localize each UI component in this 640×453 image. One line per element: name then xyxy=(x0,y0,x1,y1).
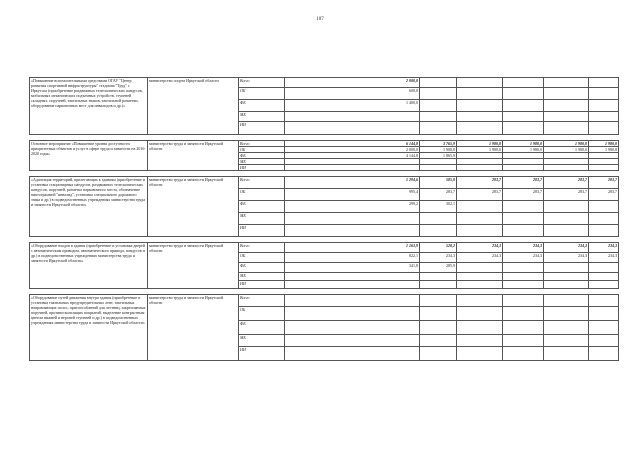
amount-cell xyxy=(544,347,589,361)
measure-description: «Адаптация территорий, прилегающих к зданиям (приобретение и установка стационарных пандусов, раздвижных телескопических пандусов, поручней, разметка парковочного места, обозначение пиктограммой "инвалид", установка специального дорожного знака и др.) в подведомственных учреждениях министерства труда и занятости Иркутской области» xyxy=(30,177,148,237)
amount-cell: 995,4 xyxy=(285,189,420,201)
funding-source: МБ xyxy=(239,335,285,347)
amount-cell: 302,1 xyxy=(420,201,457,213)
amount-cell: 234,3 xyxy=(544,253,589,263)
amount-cell xyxy=(285,122,420,135)
amount-cell xyxy=(285,347,420,361)
amount-cell xyxy=(420,88,457,100)
amount-cell xyxy=(457,88,503,100)
amount-cell xyxy=(589,273,619,281)
funding-source: ФБ xyxy=(239,263,285,273)
table-row xyxy=(30,78,619,88)
funding-source: ОБ xyxy=(239,189,285,201)
amount-cell: 283,7 xyxy=(589,177,619,189)
amount-cell xyxy=(544,88,589,100)
funding-source: МБ xyxy=(239,112,285,122)
amount-cell xyxy=(457,335,503,347)
funding-source: ОБ xyxy=(239,253,285,263)
amount-cell xyxy=(457,273,503,281)
amount-cell xyxy=(589,281,619,289)
funding-source: ОБ xyxy=(239,307,285,321)
responsible-executor: министерство труда и занятости Иркутской области xyxy=(148,141,239,171)
funding-source: ОБ xyxy=(239,147,285,153)
amount-cell xyxy=(420,295,457,307)
funding-source: ИИ xyxy=(239,225,285,237)
measure-description: «Оборудование путей движения внутри здания (приобретение и установка тактильных предупредительных лент, тактильных направляющих полос, приспособлений для лестниц, закрепляемых поручней, противоскользящих покрытий, выделение контрастным цветом нижней и верхней ступеней и др.) в подведомственных учреждениях министерства труда и занятости Иркутской области» xyxy=(30,295,148,361)
measure-description: «Оборудование входов в здания (приобретение и установка дверей с автоматическим приводом, автоматического привода, пандусов и др.) в подведомственных учреждениях министерства труда и занятости Иркутской области» xyxy=(30,243,148,289)
amount-cell xyxy=(420,122,457,135)
amount-cell xyxy=(285,295,420,307)
table-row xyxy=(30,295,619,307)
amount-cell xyxy=(544,78,589,88)
funding-source: ФБ xyxy=(239,201,285,213)
amount-cell xyxy=(285,112,420,122)
amount-cell: 283,7 xyxy=(420,189,457,201)
amount-cell xyxy=(503,347,544,361)
amount-cell: 600,0 xyxy=(285,88,420,100)
amount-cell: 1 400,0 xyxy=(285,100,420,112)
amount-cell xyxy=(503,263,544,273)
amount-cell: 1 980,0 xyxy=(544,147,589,153)
amount-cell xyxy=(589,213,619,225)
amount-cell xyxy=(457,295,503,307)
amount-cell xyxy=(420,335,457,347)
amount-cell xyxy=(420,78,457,88)
amount-cell: 234,3 xyxy=(503,253,544,263)
funding-source: ИИ xyxy=(239,165,285,171)
amount-cell: 234,3 xyxy=(589,253,619,263)
amount-cell xyxy=(589,307,619,321)
amount-cell: 1 980,0 xyxy=(589,141,619,147)
amount-cell xyxy=(589,88,619,100)
amount-cell xyxy=(503,225,544,237)
amount-cell xyxy=(589,321,619,335)
amount-cell: 520,2 xyxy=(420,243,457,253)
amount-cell xyxy=(589,347,619,361)
amount-cell: 1 980,0 xyxy=(457,147,503,153)
table-row xyxy=(30,243,619,253)
amount-cell: 234,3 xyxy=(457,253,503,263)
amount-cell xyxy=(285,307,420,321)
amount-cell xyxy=(420,273,457,281)
amount-cell xyxy=(544,295,589,307)
amount-cell xyxy=(503,321,544,335)
amount-cell xyxy=(589,335,619,347)
amount-cell xyxy=(285,213,420,225)
amount-cell xyxy=(457,112,503,122)
amount-cell xyxy=(285,273,420,281)
amount-cell xyxy=(420,281,457,289)
funding-source: ИИ xyxy=(239,122,285,135)
funding-source: Всего xyxy=(239,177,285,189)
amount-cell: 299,2 xyxy=(285,201,420,213)
measure-description: Основное мероприятие «Повышение уровня доступности приоритетных объектов и услуг в сфере труда и занятости на 2016-2020 годы» xyxy=(30,141,148,171)
amount-cell xyxy=(457,225,503,237)
amount-cell: 283,7 xyxy=(544,177,589,189)
funding-source: МБ xyxy=(239,213,285,225)
funding-source: МБ xyxy=(239,273,285,281)
amount-cell xyxy=(503,112,544,122)
amount-cell xyxy=(589,78,619,88)
amount-cell xyxy=(503,213,544,225)
amount-cell xyxy=(457,321,503,335)
amount-cell xyxy=(285,281,420,289)
amount-cell xyxy=(503,281,544,289)
funding-source: Всего xyxy=(239,141,285,147)
amount-cell xyxy=(285,321,420,335)
amount-cell xyxy=(544,201,589,213)
budget-table xyxy=(29,77,619,361)
amount-cell: 1 163,9 xyxy=(285,243,420,253)
table-row xyxy=(30,177,619,189)
amount-cell xyxy=(589,295,619,307)
amount-cell xyxy=(503,335,544,347)
amount-cell xyxy=(457,263,503,273)
amount-cell xyxy=(503,273,544,281)
amount-cell xyxy=(503,122,544,135)
measure-description: «Повышение вспомогательными средствами ОГАУ "Центр развития спортивной инфраструктуры" стадиона "Труд" г. Иркутска (приобретение раздвижных телескопических пандусов, мобильных механических подъемных устройств, ступеней складных, поручней, тактильных знаков, тактильной разметки, оборудование парковочных мест для инвалидов и др.)» xyxy=(30,78,148,135)
amount-cell: 283,7 xyxy=(457,177,503,189)
table-body xyxy=(30,78,619,361)
amount-cell: 1 980,0 xyxy=(503,147,544,153)
amount-cell xyxy=(457,100,503,112)
amount-cell xyxy=(457,78,503,88)
amount-cell xyxy=(420,225,457,237)
amount-cell xyxy=(420,112,457,122)
funding-source: ИИ xyxy=(239,281,285,289)
amount-cell: 283,7 xyxy=(589,189,619,201)
amount-cell xyxy=(503,88,544,100)
funding-source: ОБ xyxy=(239,88,285,100)
amount-cell: 1 980,0 xyxy=(503,141,544,147)
amount-cell: 822,1 xyxy=(285,253,420,263)
funding-source: Всего xyxy=(239,243,285,253)
amount-cell: 1 294,6 xyxy=(285,177,420,189)
funding-source: ФБ xyxy=(239,153,285,159)
amount-cell xyxy=(589,263,619,273)
amount-cell xyxy=(544,122,589,135)
amount-cell xyxy=(589,112,619,122)
amount-cell xyxy=(285,335,420,347)
responsible-executor: министерство труда и занятости Иркутской области xyxy=(148,243,239,289)
amount-cell xyxy=(457,307,503,321)
amount-cell xyxy=(457,347,503,361)
amount-cell: 285,9 xyxy=(420,263,457,273)
amount-cell xyxy=(544,213,589,225)
amount-cell xyxy=(420,347,457,361)
amount-cell: 283,7 xyxy=(503,177,544,189)
amount-cell: 3 765,9 xyxy=(420,141,457,147)
amount-cell: 283,7 xyxy=(544,189,589,201)
amount-cell xyxy=(420,213,457,225)
funding-source: МБ xyxy=(239,159,285,165)
amount-cell xyxy=(285,225,420,237)
amount-cell: 6 144,8 xyxy=(285,141,420,147)
responsible-executor: министерство труда и занятости Иркутской области xyxy=(148,177,239,237)
amount-cell xyxy=(503,201,544,213)
amount-cell xyxy=(544,273,589,281)
amount-cell xyxy=(589,201,619,213)
page-number: 107 xyxy=(316,17,324,22)
funding-source: Всего xyxy=(239,78,285,88)
amount-cell: 1 900,0 xyxy=(420,147,457,153)
amount-cell: 234,3 xyxy=(544,243,589,253)
amount-cell xyxy=(589,100,619,112)
responsible-executor: министерство труда и занятости Иркутской области xyxy=(148,295,239,361)
amount-cell: 585,8 xyxy=(420,177,457,189)
amount-cell xyxy=(503,100,544,112)
amount-cell: 2 000,0 xyxy=(285,147,420,153)
amount-cell: 283,7 xyxy=(503,189,544,201)
amount-cell xyxy=(503,307,544,321)
funding-source: Всего xyxy=(239,295,285,307)
amount-cell: 234,3 xyxy=(457,243,503,253)
amount-cell: 2 000,0 xyxy=(285,78,420,88)
amount-cell: 234,3 xyxy=(503,243,544,253)
responsible-executor: министерство спорта Иркутской области xyxy=(148,78,239,135)
amount-cell xyxy=(544,263,589,273)
amount-cell: 283,7 xyxy=(457,189,503,201)
amount-cell: 234,3 xyxy=(420,253,457,263)
amount-cell xyxy=(589,122,619,135)
funding-source: ФБ xyxy=(239,321,285,335)
amount-cell xyxy=(420,100,457,112)
funding-source: ИИ xyxy=(239,347,285,361)
amount-cell: 341,8 xyxy=(285,263,420,273)
amount-cell xyxy=(503,78,544,88)
amount-cell xyxy=(420,321,457,335)
amount-cell xyxy=(457,201,503,213)
amount-cell xyxy=(544,307,589,321)
amount-cell xyxy=(544,225,589,237)
amount-cell xyxy=(544,100,589,112)
amount-cell: 1 980,0 xyxy=(589,147,619,153)
amount-cell xyxy=(457,281,503,289)
amount-cell xyxy=(503,295,544,307)
amount-cell: 1 980,0 xyxy=(544,141,589,147)
amount-cell: 4 144,8 xyxy=(285,153,420,159)
amount-cell xyxy=(457,122,503,135)
amount-cell xyxy=(457,213,503,225)
amount-cell: 1 980,0 xyxy=(457,141,503,147)
amount-cell xyxy=(420,307,457,321)
amount-cell xyxy=(544,281,589,289)
amount-cell: 234,3 xyxy=(589,243,619,253)
amount-cell xyxy=(544,321,589,335)
amount-cell xyxy=(589,225,619,237)
funding-source: ФБ xyxy=(239,100,285,112)
amount-cell xyxy=(544,335,589,347)
amount-cell: 1 865,9 xyxy=(420,153,457,159)
amount-cell xyxy=(544,112,589,122)
